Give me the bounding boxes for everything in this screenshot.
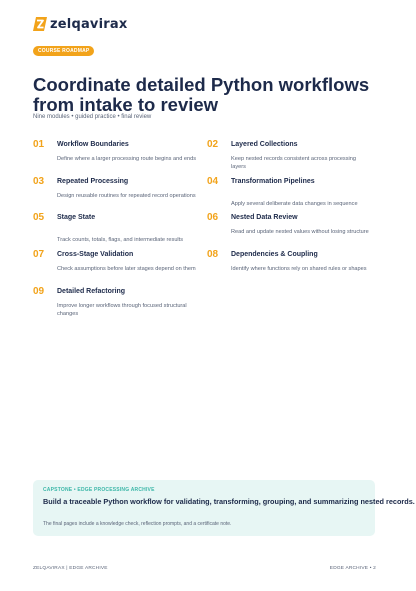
page-subtitle: Nine modules • guided practice • final review: [33, 114, 152, 120]
module-description: Apply several deliberate data changes in sequence: [231, 201, 358, 207]
module-number: 02: [207, 139, 219, 150]
module-description: Improve longer workflows through focused structural changes: [57, 303, 187, 317]
module-title: Dependencies & Coupling: [231, 251, 318, 258]
module-number: 04: [207, 176, 219, 187]
module-number: 08: [207, 249, 219, 260]
page-title: Coordinate detailed Python workflows from intake to review: [33, 74, 370, 115]
footer-right: EDGE ARCHIVE • 2: [329, 566, 376, 571]
course-roadmap-badge: COURSE ROADMAP: [33, 46, 94, 56]
module-number: 06: [207, 212, 219, 223]
module-description: Define where a larger processing route begins and ends: [57, 156, 196, 162]
capstone-label: CAPSTONE • EDGE PROCESSING ARCHIVE: [43, 487, 155, 493]
brand-name: zelqavirax: [50, 16, 128, 32]
module-description: Design reusable routines for repeated record operations: [57, 193, 196, 199]
module-description: Track counts, totals, flags, and intermediate results: [57, 237, 184, 243]
module-title: Nested Data Review: [231, 214, 298, 221]
footer-left: ZELQAVIRAX | EDGE ARCHIVE: [33, 566, 108, 571]
module-description: Check assumptions before later stages depend on them: [57, 266, 196, 272]
logo-mark-icon: [33, 17, 47, 31]
module-description: Keep nested records consistent across processing layers: [231, 156, 356, 170]
capstone-note: The final pages include a knowledge check, reflection prompts, and a certificate note.: [43, 521, 232, 527]
module-number: 09: [33, 286, 45, 297]
module-number: 05: [33, 212, 45, 223]
brand-logo: [33, 15, 127, 33]
module-number: 07: [33, 249, 45, 260]
module-title: Stage State: [57, 214, 96, 221]
module-number: 03: [33, 176, 45, 187]
module-title: Workflow Boundaries: [57, 141, 129, 148]
module-title: Transformation Pipelines: [231, 178, 315, 185]
capstone-panel: [33, 480, 415, 536]
module-title: Repeated Processing: [57, 178, 129, 185]
module-title: Layered Collections: [231, 141, 298, 148]
module-description: Read and update nested values without losing structure: [231, 229, 369, 235]
module-title: Cross-Stage Validation: [57, 251, 134, 258]
module-description: Identify where functions rely on shared rules or shapes: [231, 266, 367, 272]
module-title: Detailed Refactoring: [57, 288, 126, 295]
module-number: 01: [33, 139, 45, 150]
capstone-text: Build a traceable Python workflow for validating, transforming, grouping, and summarizing nested records.: [43, 497, 415, 506]
